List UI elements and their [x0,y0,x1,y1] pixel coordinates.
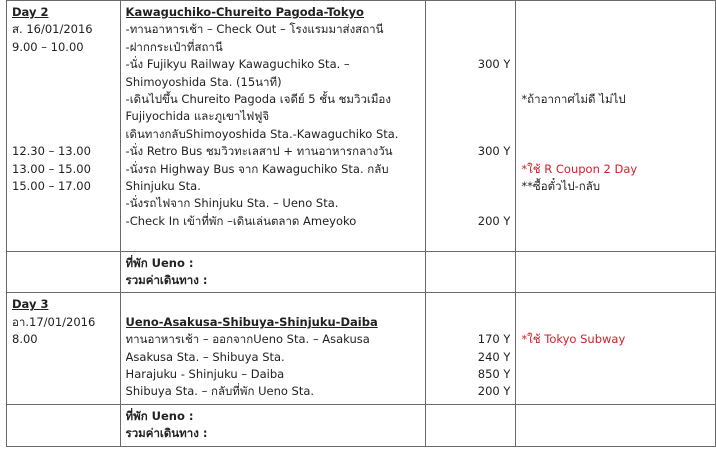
day3-title: Day 3 [12,297,49,312]
day2-price-3: 200 Y [477,213,511,228]
day3-hotel-label: ที่พัก Ueno : [125,408,194,423]
day2-time-2: 12.30 – 13.00 [12,144,91,159]
day2-item: -นั่งรถไฟจาก Shinjuku Sta. – Ueno Sta. [125,196,339,211]
day2-item: -Check In เข้าที่พัก –เดินเล่นตลาด Ameyoko [125,213,357,228]
day2-item: -ฝากกระเป๋าที่สถานี [125,39,223,54]
day3-summary-row [7,404,716,446]
day3-price-2: 240 Y [477,349,511,364]
day2-item: Fujiyochida และภูเขาไฟฟูจิ [125,109,270,124]
day2-item: -ทานอาหารเช้า – Check Out – โรงแรมมาส่งสถานี [125,22,384,37]
day2-activities-cell [120,1,425,252]
day2-hotel-label: ที่พัก Ueno : [125,255,194,270]
day2-item: -นั่ง Fujikyu Railway Kawaguchiko Sta. – [125,57,350,72]
day2-notes-cell [516,1,716,252]
day3-date-cell [7,293,121,404]
day2-item: เดินทางกลับShimoyoshida Sta.-Kawaguchiko Sta. [125,126,399,141]
day3-total-label: รวมค่าเดินทาง : [125,426,208,441]
day2-summary-row [7,251,716,293]
day2-item: -นั่งรถ Highway Bus จาก Kawaguchiko Sta. กลับ [125,161,389,176]
day2-price-1: 300 Y [477,57,511,72]
day2-item: Shinjuku Sta. [125,179,201,194]
day2-note-2: *ใช้ R Coupon 2 Day [521,161,638,176]
day3-item: Harajuku - Shinjuku – Daiba [125,366,285,381]
day2-time-4: 15.00 – 17.00 [12,178,91,193]
day2-summary-cell [120,251,425,293]
day2-price-2: 300 Y [477,144,511,159]
day2-item: Shimoyoshida Sta. (15นาที) [125,74,282,89]
day2-date: ส. 16/01/2016 [12,22,93,37]
day3-note: *ใช้ Tokyo Subway [521,332,626,347]
day3-notes-cell [516,293,716,404]
day2-time-1: 9.00 – 10.00 [12,39,84,54]
day3-price-cell [425,293,515,404]
day3-item: ทานอาหารเช้า – ออกจากUeno Sta. – Asakusa [125,332,370,347]
day3-price-1: 170 Y [477,332,511,347]
itinerary-table [6,0,716,447]
day2-title: Day 2 [12,5,49,19]
day3-item: Asakusa Sta. – Shibuya Sta. [125,349,285,364]
day2-time-3: 13.00 – 15.00 [12,161,91,176]
day2-note-1: *ถ้าอากาศไม่ดี ไม่ไป [521,91,626,106]
day2-price-cell [425,1,515,252]
day3-summary-cell [120,404,425,446]
day2-item: -เดินไปขึ้น Chureito Pagoda เจดีย์ 5 ชั้น ชมวิวเมือง [125,92,391,107]
day3-price-3: 850 Y [477,366,511,381]
day3-price-4: 200 Y [477,384,511,399]
day3-time: 8.00 [12,332,38,347]
day3-item: Shibuya Sta. – กลับที่พัก Ueno Sta. [125,384,315,399]
day3-activities-cell [120,293,425,404]
day2-route: Kawaguchiko-Chureito Pagoda-Tokyo [125,5,364,19]
day2-item: -นั่ง Retro Bus ชมวิวทะเลสาป + ทานอาหารกลางวัน [125,144,393,159]
day3-main-row [7,293,716,404]
day3-date: อา.17/01/2016 [12,314,96,329]
day2-main-row [7,1,716,252]
day2-total-label: รวมค่าเดินทาง : [125,272,208,287]
day3-route: Ueno-Asakusa-Shibuya-Shinjuku-Daiba [125,314,378,329]
day2-date-cell [7,1,121,252]
day2-note-3: **ซื้อตั๋วไป-กลับ [521,178,601,193]
